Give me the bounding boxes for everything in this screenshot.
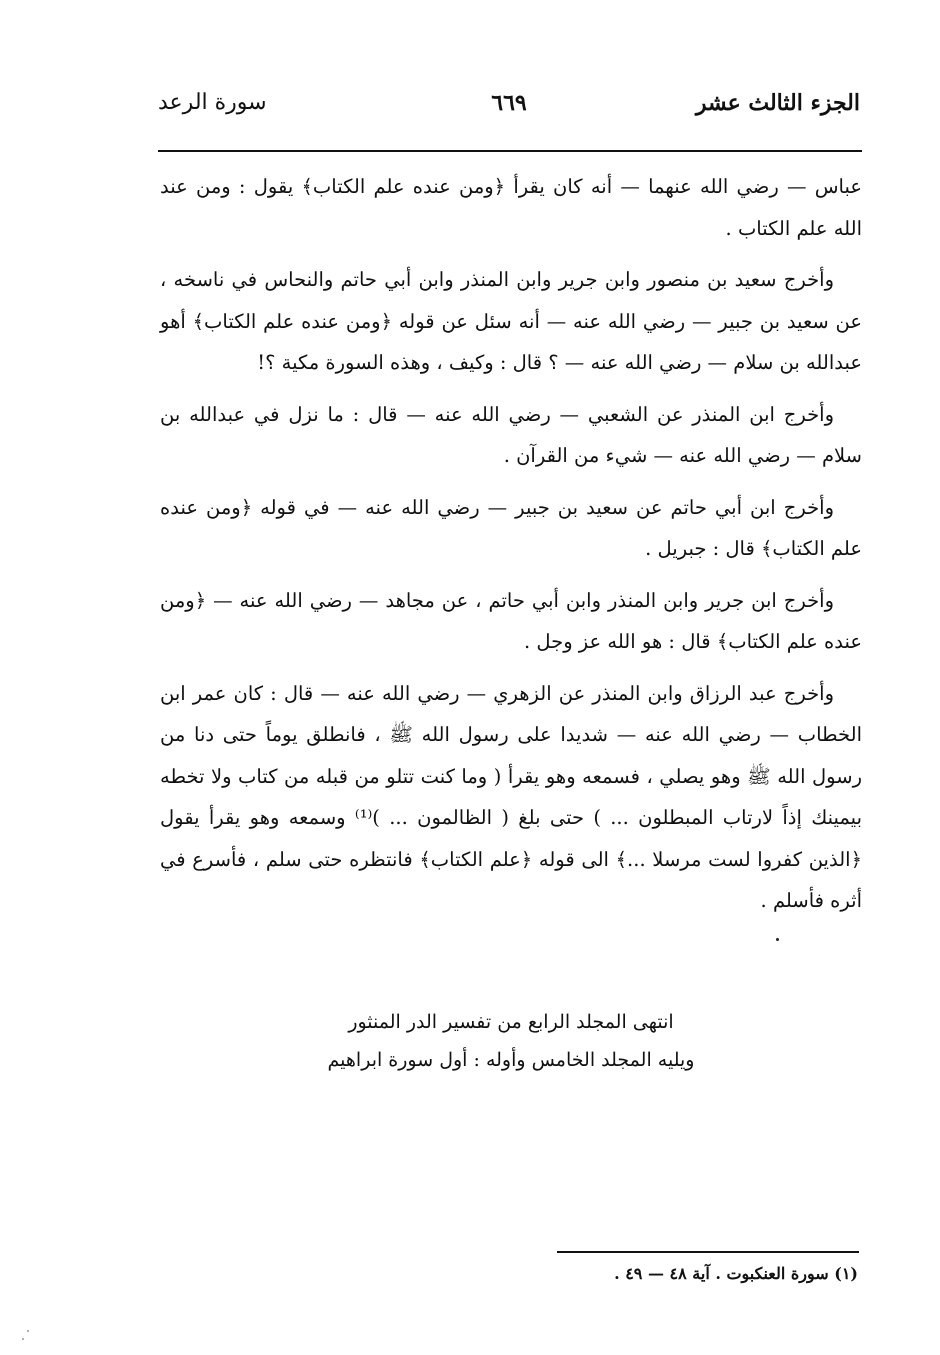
- paragraph: وأخرج ابن المنذر عن الشعبي — رضي الله عنه — قال : ما نزل في عبدالله بن سلام — رضي الله عنه — شيء من القرآن .: [160, 402, 862, 467]
- paragraph: عباس — رضي الله عنهما — أنه كان يقرأ ﴿ومن عنده علم الكتاب﴾ يقول : ومن عند الله علم الكتاب .: [160, 175, 862, 240]
- section-dot: [776, 938, 779, 941]
- header-rule: [158, 150, 862, 152]
- paragraph: وأخرج عبد الرزاق وابن المنذر عن الزهري — رضي الله عنه — قال : كان عمر ابن الخطاب — رضي الله عنه — شديدا على رسول الله ﷺ ، فانطلق يوماً حتى دنا من رسول الله ﷺ وهو يصلي ، فسمعه وهو يقرأ ( وما كنت تتلو من قبله من كتاب ولا تخطه بيمينك إذاً لارتاب المبطلون ... ) حتى بلغ ( الظالمون ... )⁽¹⁾ وسمعه وهو يقرأ يقول ﴿الذين كفروا لست مرسلا ...﴾ الى قوله ﴿علم الكتاب﴾ فانتظره حتى سلم ، فأسرع في أثره فأسلم .: [160, 681, 862, 912]
- scan-speck: [22, 1338, 24, 1340]
- surah-name: سورة الرعد: [158, 90, 267, 115]
- footnote: (١) سورة العنكبوت . آية ٤٨ — ٤٩ .: [614, 1264, 858, 1283]
- paragraph: وأخرج ابن أبي حاتم عن سعيد بن جبير — رضي الله عنه — في قوله ﴿ومن عنده علم الكتاب﴾ قال : جبريل .: [160, 495, 862, 560]
- page-number: ٦٦٩: [491, 90, 527, 116]
- closing-note: [160, 1003, 862, 1079]
- paragraph: وأخرج ابن جرير وابن المنذر وابن أبي حاتم ، عن مجاهد — رضي الله عنه — ﴿ومن عنده علم الكتاب﴾ قال : هو الله عز وجل .: [160, 588, 862, 653]
- part-label: الجزء الثالث عشر: [695, 90, 860, 116]
- closing-line-2: ويليه المجلد الخامس وأوله : أول سورة ابراهيم: [327, 1049, 695, 1071]
- page-header: [158, 90, 860, 130]
- paragraph: وأخرج سعيد بن منصور وابن جرير وابن المنذر وابن أبي حاتم والنحاس في ناسخه ، عن سعيد بن جبير — رضي الله عنه — أنه سئل عن قوله ﴿ومن عنده علم الكتاب﴾ أهو عبدالله بن سلام — رضي الله عنه — ؟ قال : وكيف ، وهذه السورة مكية ؟!: [160, 268, 862, 374]
- main-text: [160, 166, 862, 932]
- scan-speck: [27, 1330, 29, 1332]
- footnote-rule: [557, 1251, 859, 1253]
- closing-line-1: انتهى المجلد الرابع من تفسير الدر المنثور: [348, 1011, 674, 1033]
